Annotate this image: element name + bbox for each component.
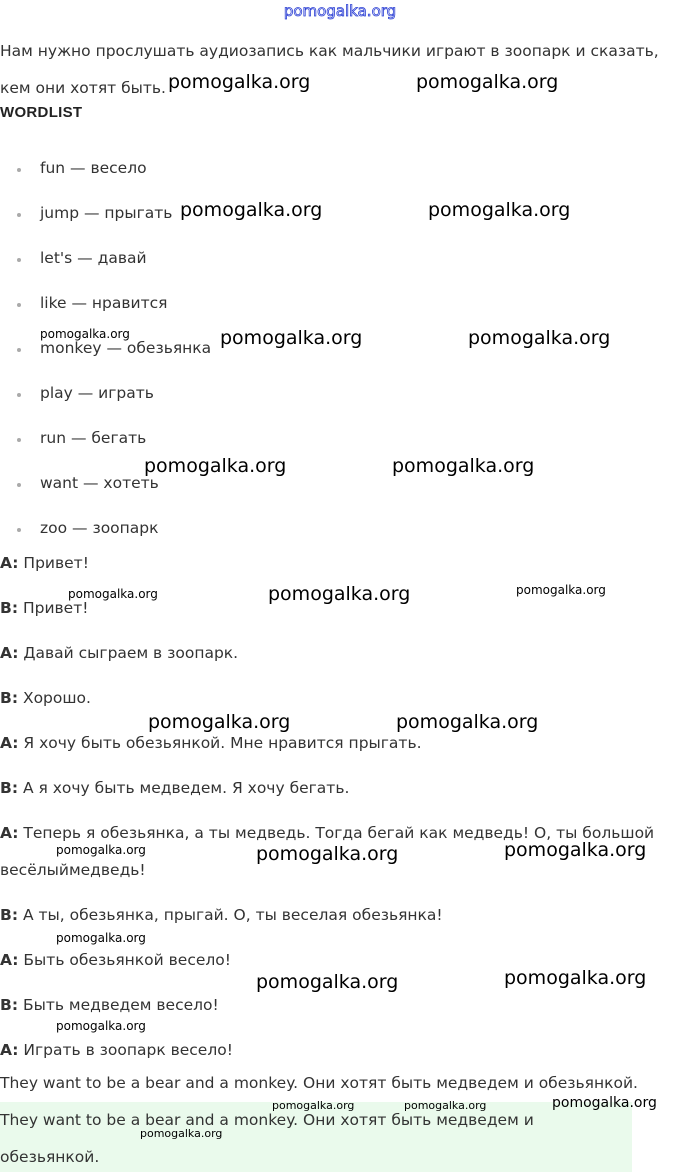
watermark: pomogalka.org bbox=[396, 711, 539, 733]
word-item-run: run — бегать bbox=[0, 416, 211, 461]
speaker-label: B: bbox=[0, 689, 19, 707]
word-item-like: like — нравится bbox=[0, 281, 211, 326]
watermark: pomogalka.org bbox=[272, 1099, 355, 1112]
watermark: pomogalka.org bbox=[268, 583, 411, 605]
dialog bbox=[0, 541, 680, 1073]
word-item-play: play — играть bbox=[0, 371, 211, 416]
speaker-label: B: bbox=[0, 779, 19, 797]
dialog-text: Хорошо. bbox=[22, 689, 91, 707]
dialog-text: Привет! bbox=[22, 599, 89, 617]
dialog-text: Я хочу быть обезьянкой. Мне нравится прыгать. bbox=[23, 734, 422, 752]
watermark: pomogalka.org bbox=[404, 1099, 487, 1112]
watermark: pomogalka.org bbox=[56, 931, 146, 945]
watermark: pomogalka.org bbox=[552, 1095, 657, 1111]
dialog-text: Быть медведем весело! bbox=[22, 996, 219, 1014]
watermark: pomogalka.org bbox=[504, 839, 647, 861]
dialog-line bbox=[0, 541, 680, 586]
speaker-label: A: bbox=[0, 1041, 19, 1059]
watermark: pomogalka.org bbox=[148, 711, 291, 733]
dialog-text: Теперь я обезьянка, а ты медведь. Тогда бегай как медведь! О, ты большой весёлыймедведь! bbox=[0, 824, 655, 879]
speaker-label: A: bbox=[0, 554, 19, 572]
watermark: pomogalka.org bbox=[168, 71, 311, 93]
watermark: pomogalka.org bbox=[56, 843, 146, 857]
speaker-label: B: bbox=[0, 599, 19, 617]
watermark: pomogalka.org bbox=[140, 1127, 223, 1140]
speaker-label: A: bbox=[0, 734, 19, 752]
watermark: pomogalka.org bbox=[392, 455, 535, 477]
dialog-text: Быть обезьянкой весело! bbox=[23, 951, 231, 969]
word-item-monkey: monkey — обезьянка bbox=[0, 326, 211, 371]
watermark: pomogalka.org bbox=[40, 327, 130, 341]
speaker-label: B: bbox=[0, 996, 19, 1014]
word-item-jump: jump — прыгать bbox=[0, 191, 211, 236]
watermark: pomogalka.org bbox=[516, 583, 606, 597]
intro-text: Нам нужно прослушать аудиозапись как мальчики играют в зоопарк и сказать, кем они хотят быть. bbox=[0, 42, 659, 97]
dialog-text: А ты, обезьянка, прыгай. О, ты веселая обезьянка! bbox=[22, 906, 443, 924]
speaker-label: B: bbox=[0, 906, 19, 924]
speaker-label: A: bbox=[0, 824, 19, 842]
summary-text: They want to be a bear and a monkey. Они хотят быть медведем и обезьянкой. bbox=[0, 1074, 638, 1092]
dialog-line bbox=[0, 631, 680, 676]
watermark: pomogalka.org bbox=[468, 327, 611, 349]
dialog-line bbox=[0, 721, 680, 766]
dialog-text: А я хочу быть медведем. Я хочу бегать. bbox=[22, 779, 350, 797]
dialog-text: Давай сыграем в зоопарк. bbox=[23, 644, 239, 662]
watermark: pomogalka.org bbox=[256, 971, 399, 993]
watermark: pomogalka.org bbox=[416, 71, 559, 93]
watermark: pomogalka.org bbox=[68, 587, 158, 601]
word-item-fun: fun — весело bbox=[0, 146, 211, 191]
word-item-lets: let's — давай bbox=[0, 236, 211, 281]
word-item-want: want — хотеть bbox=[0, 461, 211, 506]
watermark: pomogalka.org bbox=[220, 327, 363, 349]
word-item-zoo: zoo — зоопарк bbox=[0, 506, 211, 551]
wordlist-heading: WORDLIST bbox=[0, 104, 83, 121]
watermark: pomogalka.org bbox=[56, 1019, 146, 1033]
watermark: pomogalka.org bbox=[144, 455, 287, 477]
dialog-text: Играть в зоопарк весело! bbox=[23, 1041, 233, 1059]
dialog-line bbox=[0, 766, 680, 811]
dialog-line bbox=[0, 676, 680, 721]
speaker-label: A: bbox=[0, 644, 19, 662]
watermark: pomogalka.org bbox=[180, 199, 323, 221]
site-header-watermark: pomogalka.org bbox=[283, 2, 397, 20]
watermark: pomogalka.org bbox=[504, 967, 647, 989]
watermark: pomogalka.org bbox=[428, 199, 571, 221]
dialog-text: Привет! bbox=[23, 554, 89, 572]
speaker-label: A: bbox=[0, 951, 19, 969]
watermark: pomogalka.org bbox=[256, 843, 399, 865]
answer-box: They want to be a bear and a monkey. Они хотят быть медведем и обезьянкой. bbox=[0, 1102, 632, 1172]
